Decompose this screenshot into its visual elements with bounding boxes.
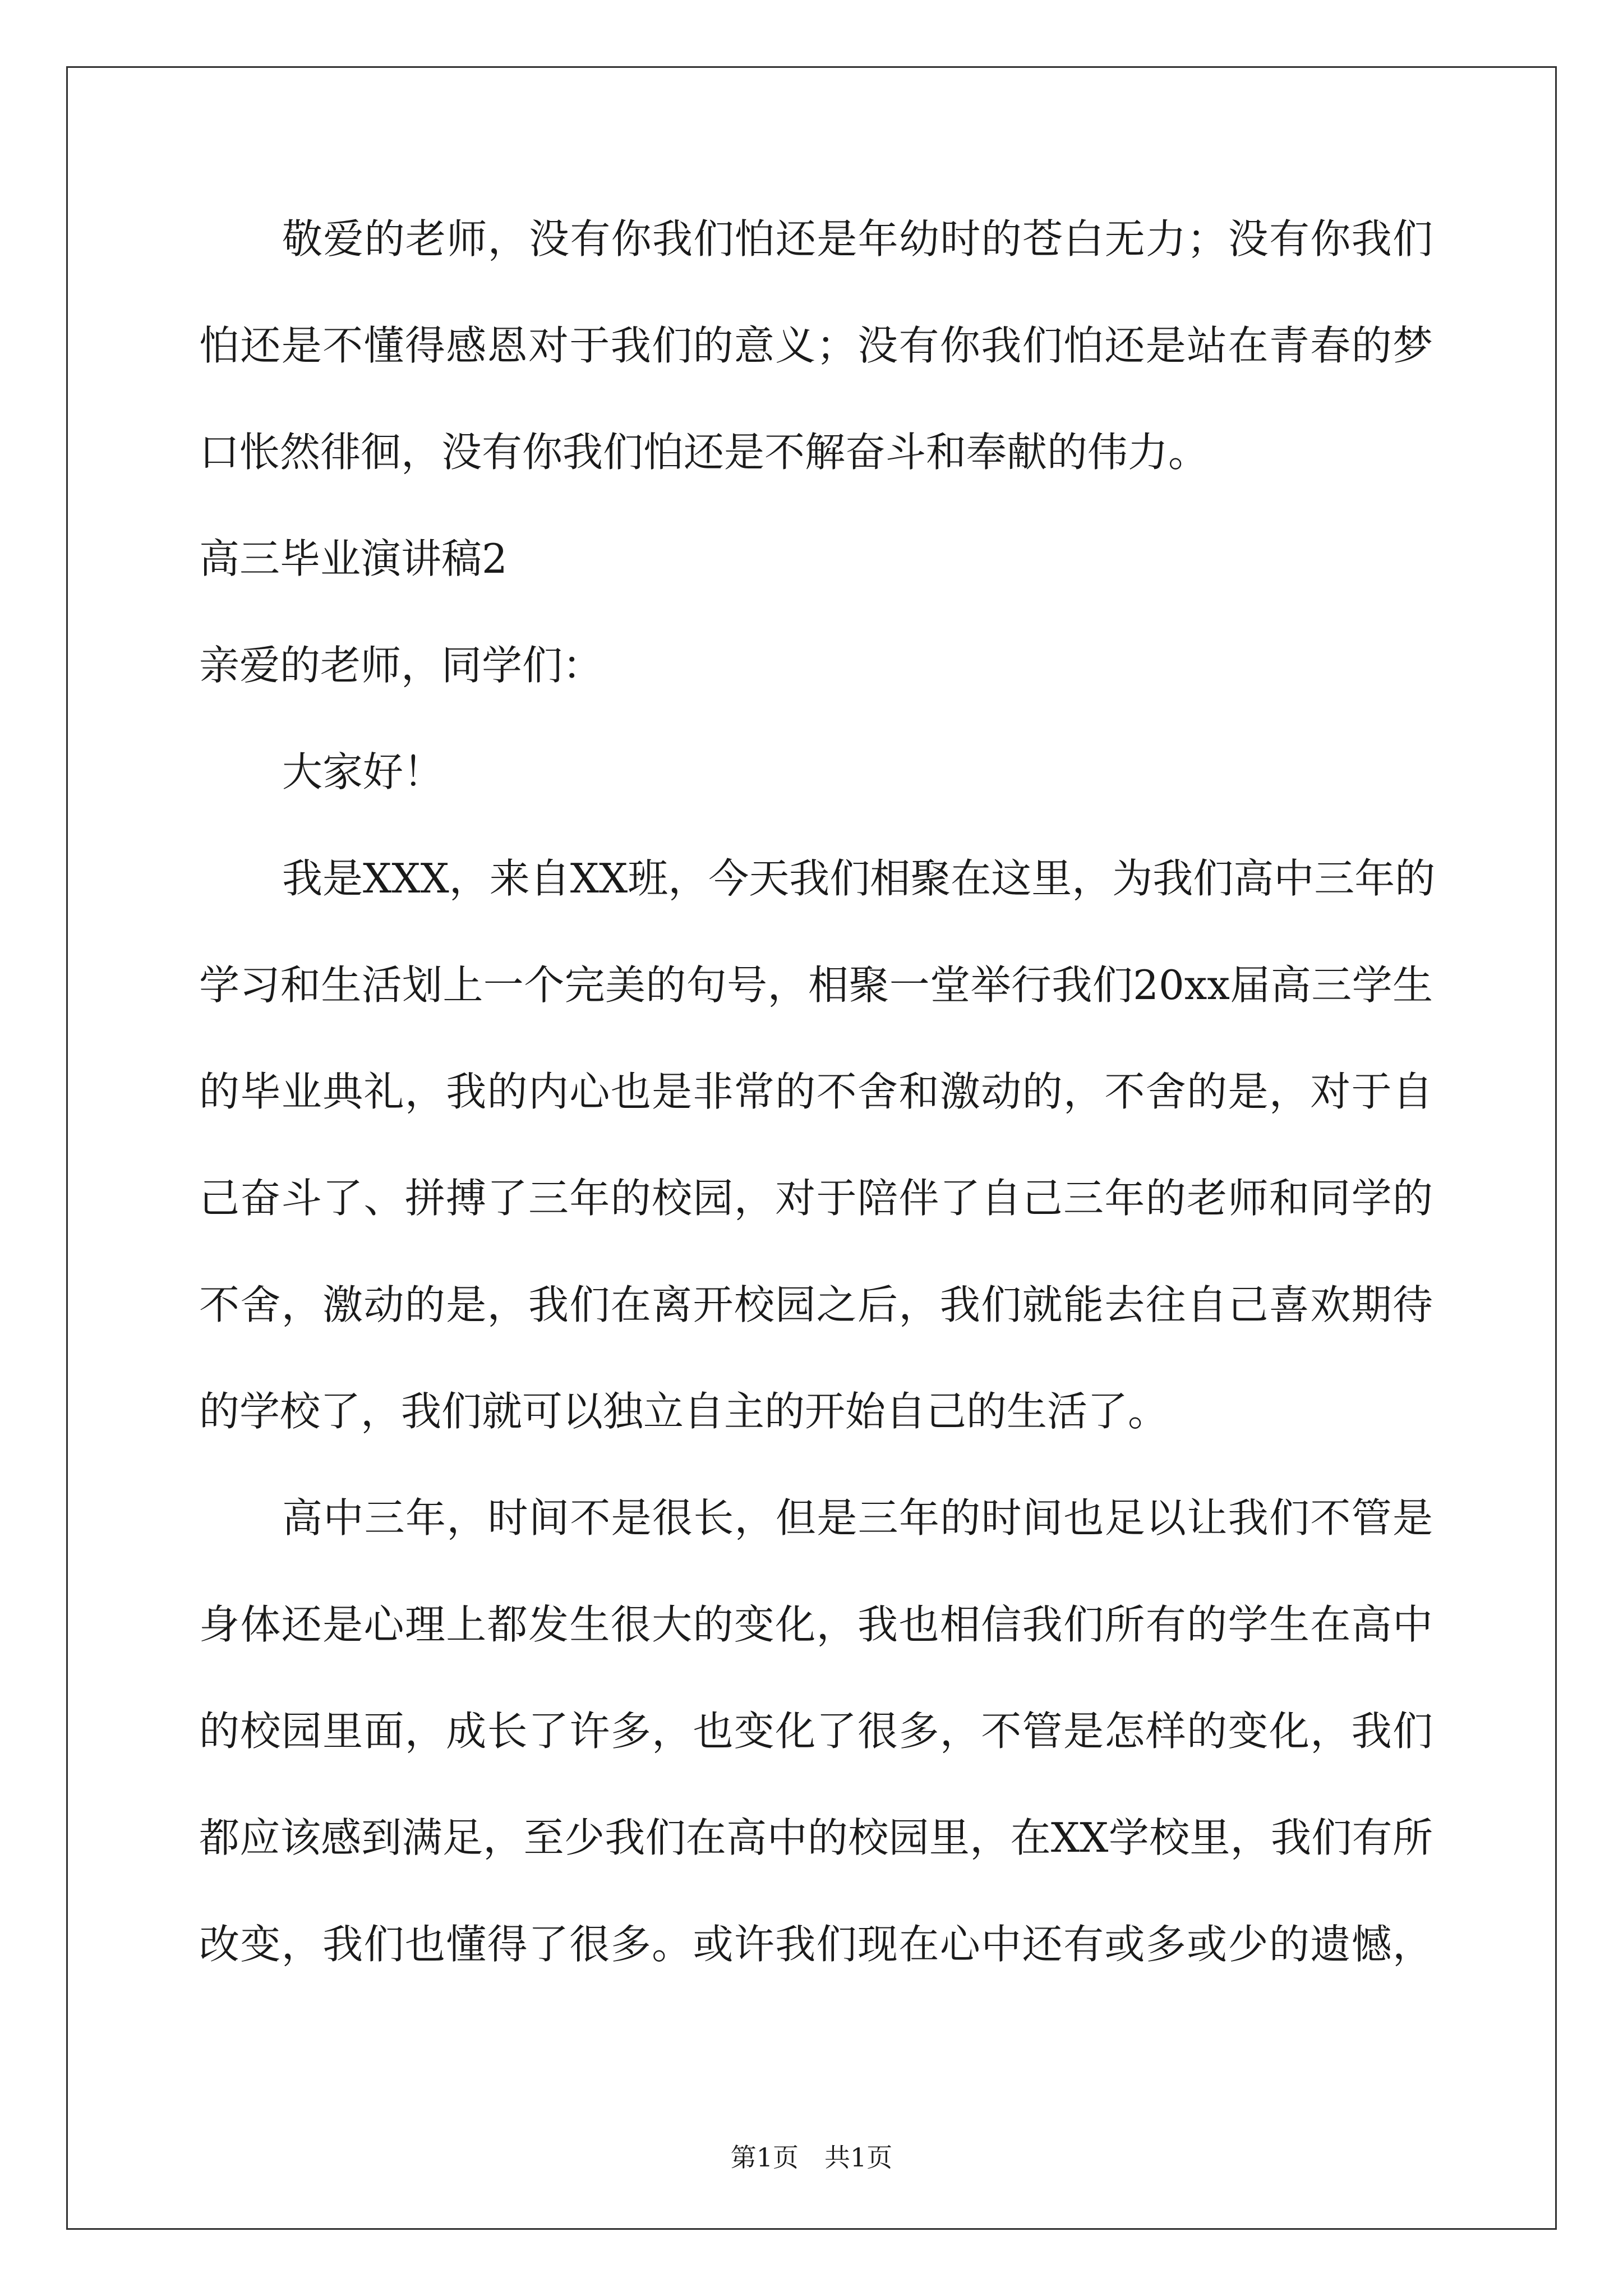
greeting: 大家好！ [282,748,444,795]
paragraph-line: 怕还是不懂得感恩对于我们的意义；没有你我们怕还是站在青春的梦 [199,322,1433,369]
paragraph-line: 敬爱的老师，没有你我们怕还是年幼时的苍白无力；没有你我们 [282,215,1433,263]
paragraph-line: 的学校了，我们就可以独立自主的开始自己的生活了。 [199,1388,1169,1435]
section-heading: 高三毕业演讲稿2 [199,535,508,582]
paragraph-line: 都应该感到满足，至少我们在高中的校园里，在XX学校里，我们有所 [199,1814,1433,1861]
paragraph-line: 改变，我们也懂得了很多。或许我们现在心中还有或多或少的遗憾， [199,1921,1433,1968]
page-border [66,66,1557,2230]
paragraph-line: 身体还是心理上都发生很大的变化，我也相信我们所有的学生在高中 [199,1601,1433,1648]
paragraph-line: 的校园里面，成长了许多，也变化了很多，不管是怎样的变化，我们 [199,1708,1433,1755]
paragraph-line: 不舍，激动的是，我们在离开校园之后，我们就能去往自己喜欢期待 [199,1281,1433,1328]
paragraph-line: 口怅然徘徊，没有你我们怕还是不解奋斗和奉献的伟力。 [199,429,1209,476]
paragraph-line: 的毕业典礼，我的内心也是非常的不舍和激动的，不舍的是，对于自 [199,1068,1433,1115]
paragraph-line: 高中三年，时间不是很长，但是三年的时间也足以让我们不管是 [282,1494,1433,1542]
paragraph-line: 己奋斗了、拼搏了三年的校园，对于陪伴了自己三年的老师和同学的 [199,1175,1433,1222]
salutation: 亲爱的老师，同学们： [199,642,603,689]
paragraph-line: 我是XXX，来自XX班，今天我们相聚在这里，为我们高中三年的 [282,855,1436,902]
paragraph-line: 学习和生活划上一个完美的句号，相聚一堂举行我们20xx届高三学生 [199,961,1433,1009]
page-footer: 第1页 共1页 [730,2142,893,2173]
